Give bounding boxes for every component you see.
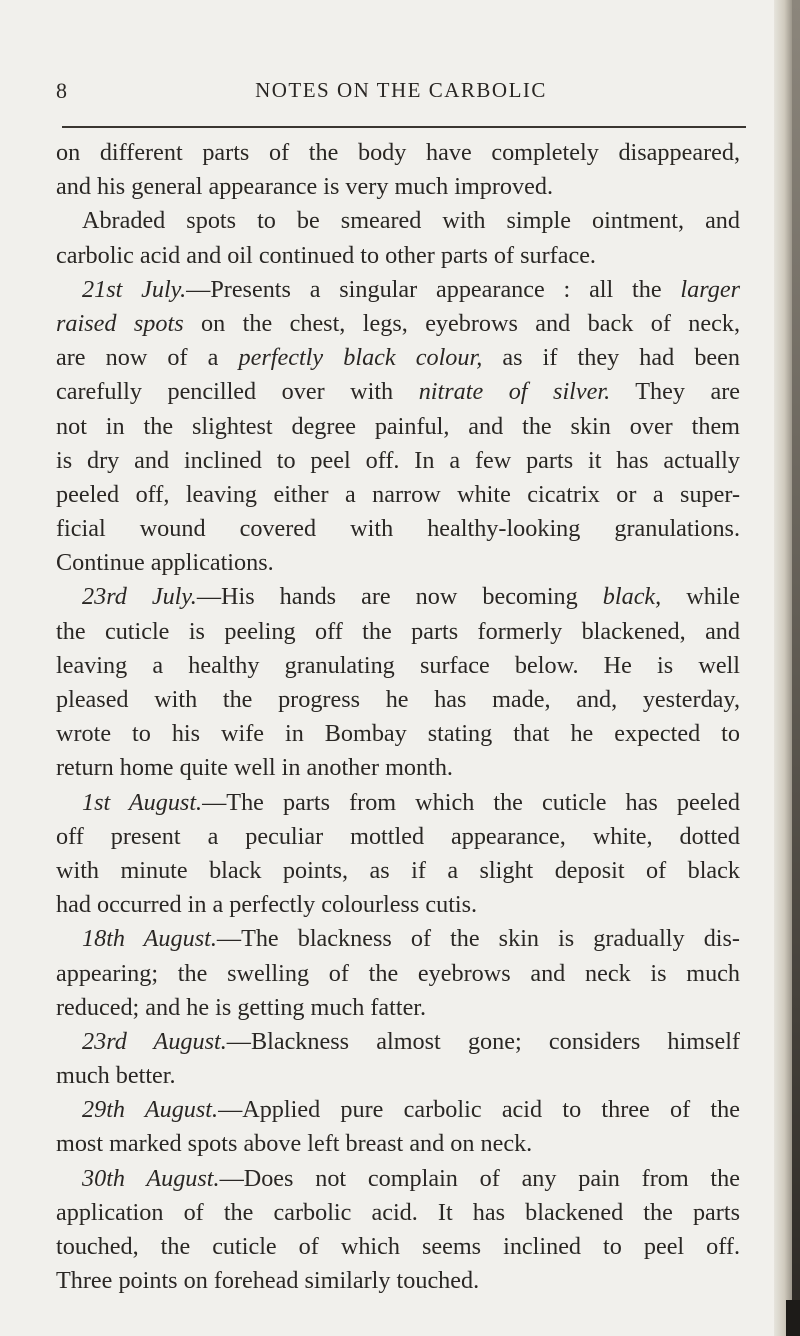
page-number: 8 <box>56 78 67 103</box>
text-line: 18th August.—The blackness of the skin is gradually dis- <box>82 925 740 953</box>
text-line: not in the slightest degree painful, and the skin over them <box>56 412 740 440</box>
text-line: much better. <box>56 1062 176 1090</box>
text-line: Three points on forehead similarly touched. <box>56 1267 480 1295</box>
header-rule <box>62 126 746 128</box>
text-line: reduced; and he is getting much fatter. <box>56 993 427 1021</box>
text-line: 21st July.—Presents a singular appearance : all the larger <box>82 275 740 303</box>
text-line: 23rd August.—Blackness almost gone; considers himself <box>82 1027 740 1055</box>
text-line: the cuticle is peeling off the parts formerly blackened, and <box>56 617 740 645</box>
corner-mark <box>786 1300 800 1336</box>
text-line: raised spots on the chest, legs, eyebrows and back of neck, <box>56 309 740 337</box>
text-line: peeled off, leaving either a narrow white cicatrix or a super- <box>56 480 740 508</box>
page-header <box>56 78 746 108</box>
text-line: most marked spots above left breast and on neck. <box>56 1130 533 1158</box>
running-head: NOTES ON THE CARBOLIC <box>255 78 547 102</box>
text-line: carefully pencilled over with nitrate of silver. They are <box>56 378 740 406</box>
text-line: return home quite well in another month. <box>56 754 453 782</box>
text-line: is dry and inclined to peel off. In a few parts it has actually <box>56 446 740 474</box>
text-line: carbolic acid and oil continued to other parts of surface. <box>56 241 596 269</box>
page-gutter-edge <box>774 0 800 1336</box>
text-line: off present a peculiar mottled appearance, white, dotted <box>56 822 740 850</box>
text-line: application of the carbolic acid. It has blackened the parts <box>56 1198 740 1226</box>
text-line: with minute black points, as if a slight deposit of black <box>56 856 740 884</box>
text-line: 30th August.—Does not complain of any pain from the <box>82 1164 740 1192</box>
text-line: and his general appearance is very much improved. <box>56 173 553 201</box>
text-line: appearing; the swelling of the eyebrows and neck is much <box>56 959 740 987</box>
text-line: are now of a perfectly black colour, as if they had been <box>56 344 740 372</box>
text-line: Continue applications. <box>56 549 274 577</box>
body-text <box>56 136 740 1298</box>
page-edge-shadow <box>792 0 800 1336</box>
text-line: touched, the cuticle of which seems inclined to peel off. <box>56 1233 740 1260</box>
text-line: had occurred in a perfectly colourless cutis. <box>56 891 478 919</box>
text-line: leaving a healthy granulating surface below. He is well <box>56 651 740 679</box>
text-line: 23rd July.—His hands are now becoming black, while <box>82 583 740 611</box>
text-line: ficial wound covered with healthy-looking granulations. <box>56 515 740 543</box>
text-line: Abraded spots to be smeared with simple ointment, and <box>82 207 740 235</box>
text-line: on different parts of the body have completely disappeared, <box>56 139 740 166</box>
text-line: pleased with the progress he has made, and, yesterday, <box>56 686 740 713</box>
text-line: 1st August.—The parts from which the cuticle has peeled <box>82 788 740 816</box>
text-line: wrote to his wife in Bombay stating that he expected to <box>56 720 740 748</box>
text-line: 29th August.—Applied pure carbolic acid to three of the <box>82 1096 740 1124</box>
